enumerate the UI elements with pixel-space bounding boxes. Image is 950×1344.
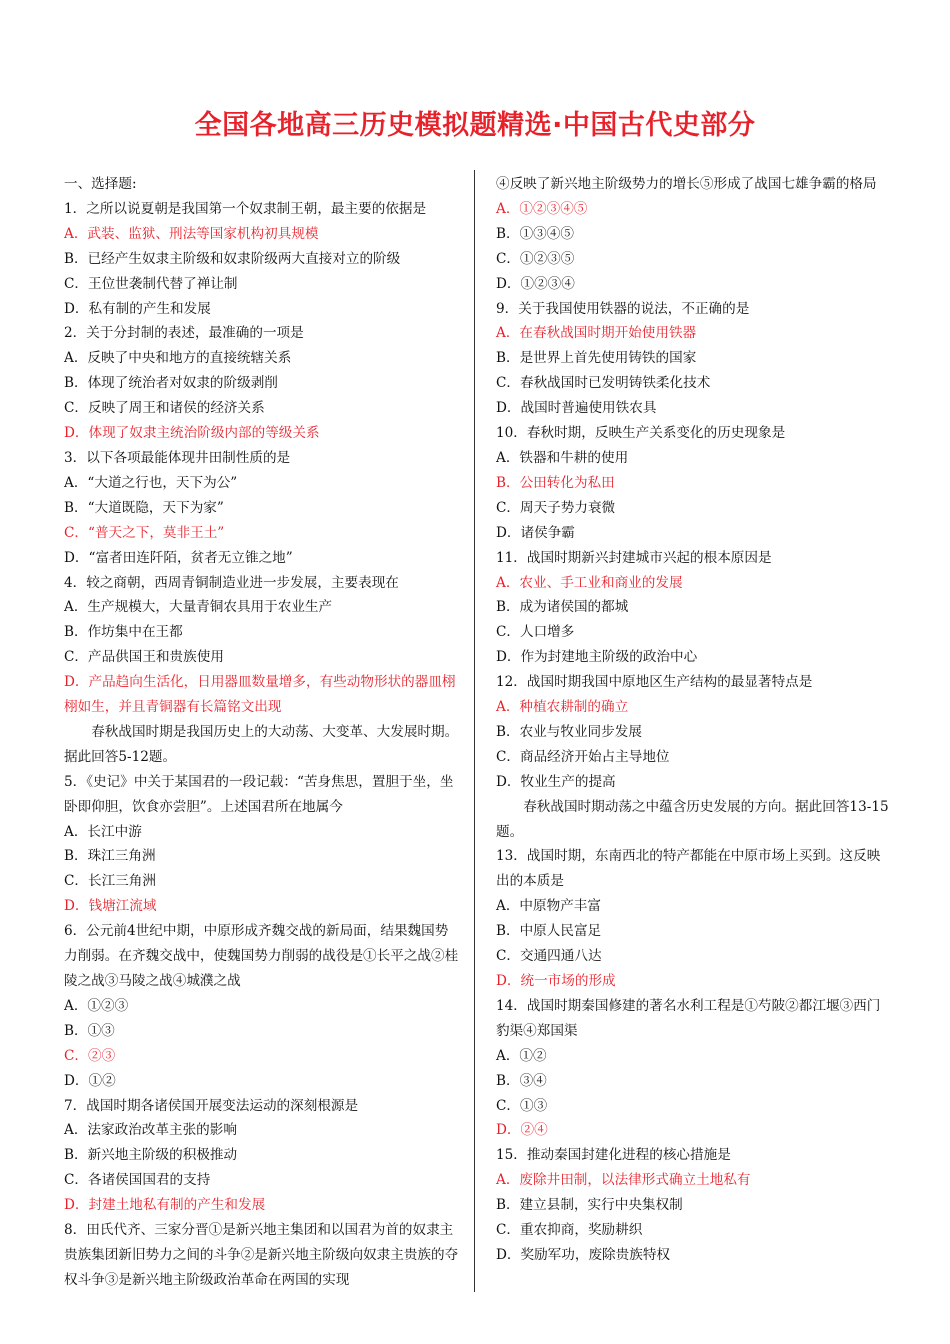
question-line: B．作坊集中在王都 bbox=[64, 624, 183, 641]
answer-line: A．农业、手工业和商业的发展 bbox=[496, 574, 683, 591]
answer-line: A．在春秋战国时期开始使用铁器 bbox=[496, 325, 697, 342]
question-line: 2．关于分封制的表述，最准确的一项是 bbox=[64, 325, 304, 342]
question-line: C．各诸侯国国君的支持 bbox=[64, 1172, 211, 1189]
answer-line: A．①②③④⑤ bbox=[496, 200, 588, 217]
question-line: A．铁器和牛耕的使用 bbox=[496, 449, 629, 466]
answer-line: D．钱塘江流域 bbox=[64, 898, 157, 915]
question-line: 春秋战国时期是我国历史上的大动荡、大变革、大发展时期。据此回答5-12题。 bbox=[64, 723, 459, 765]
question-line: 6．公元前4世纪中期，中原形成齐魏交战的新局面，结果魏国势力削弱。在齐魏交战中，使魏国势力削弱的战役是①长平之战②桂陵之战③马陵之战④城濮之战 bbox=[64, 923, 459, 989]
question-line: 1．之所以说夏朝是我国第一个奴隶制王朝，最主要的依据是 bbox=[64, 200, 427, 217]
question-line: C．商品经济开始占主导地位 bbox=[496, 748, 670, 765]
question-line: ④反映了新兴地主阶级势力的增长⑤形成了战国七雄争霸的格局 bbox=[496, 176, 877, 192]
question-line: A．①②③ bbox=[64, 997, 129, 1014]
question-line: 一、选择题: bbox=[64, 176, 137, 192]
answer-line: D．②④ bbox=[496, 1122, 548, 1139]
question-line: A．中原物产丰富 bbox=[496, 898, 601, 915]
question-line: D．①② bbox=[64, 1072, 116, 1089]
column-divider bbox=[474, 170, 475, 1292]
answer-line: D．产品趋向生活化，日用器皿数量增多，有些动物形状的器皿栩栩如生，并且青铜器有长篇铭文出现 bbox=[64, 674, 456, 716]
question-line: 7．战国时期各诸侯国开展变法运动的深刻根源是 bbox=[64, 1097, 359, 1114]
question-line: 3．以下各项最能体现井田制性质的是 bbox=[64, 449, 291, 466]
question-line: A．①② bbox=[496, 1047, 547, 1064]
question-line: C．重农抑商，奖励耕织 bbox=[496, 1222, 643, 1239]
answer-line: D．封建土地私有制的产生和发展 bbox=[64, 1197, 266, 1214]
question-line: 5．《史记》中关于某国君的一段记载：“苦身焦思，置胆于坐，坐卧即仰胆，饮食亦尝胆”。上述国君所在地属今 bbox=[64, 773, 454, 815]
question-line: 15．推动秦国封建化进程的核心措施是 bbox=[496, 1147, 731, 1164]
question-line: A．长江中游 bbox=[64, 823, 142, 840]
question-line: 9．关于我国使用铁器的说法，不正确的是 bbox=[496, 300, 750, 317]
question-line: D．诸侯争霸 bbox=[496, 524, 575, 541]
question-line: A．法家政治改革主张的影响 bbox=[64, 1122, 237, 1139]
right-column bbox=[496, 172, 891, 1268]
answer-line: D．统一市场的形成 bbox=[496, 973, 616, 989]
question-line: C．交通四通八达 bbox=[496, 948, 602, 965]
question-line: 13．战国时期，东南西北的特产都能在中原市场上买到。这反映出的本质是 bbox=[496, 848, 881, 890]
question-line: D．私有制的产生和发展 bbox=[64, 300, 211, 317]
answer-line: A．武装、监狱、刑法等国家机构初具规模 bbox=[64, 225, 319, 242]
question-line: B．是世界上首先使用铸铁的国家 bbox=[496, 350, 697, 367]
question-line: 8．田氏代齐、三家分晋①是新兴地主集团和以国君为首的奴隶主贵族集团新旧势力之间的斗争②是新兴地主阶级向奴隶主贵族的夺权斗争③是新兴地主阶级政治革命在两国的实现 bbox=[64, 1222, 459, 1288]
question-line: C．①②③⑤ bbox=[496, 250, 575, 267]
question-line: B．“大道既隐，天下为家” bbox=[64, 499, 224, 516]
question-line: B．已经产生奴隶主阶级和奴隶阶级两大直接对立的阶级 bbox=[64, 250, 401, 267]
answer-line: A．种植农耕制的确立 bbox=[496, 699, 629, 716]
question-line: D．奖励军功，废除贵族特权 bbox=[496, 1246, 671, 1263]
question-line: C．产品供国王和贵族使用 bbox=[64, 649, 224, 666]
question-line: C．王位世袭制代替了禅让制 bbox=[64, 275, 238, 292]
left-column bbox=[64, 172, 459, 1293]
question-line: C．周天子势力衰微 bbox=[496, 499, 616, 516]
answer-line: C．②③ bbox=[64, 1047, 116, 1064]
question-line: B．珠江三角洲 bbox=[64, 848, 156, 865]
question-line: A．“大道之行也，天下为公” bbox=[64, 474, 238, 491]
question-line: A．反映了中央和地方的直接统辖关系 bbox=[64, 350, 292, 367]
question-line: B．①③ bbox=[64, 1022, 115, 1039]
question-line: 春秋战国时期动荡之中蕴含历史发展的方向。据此回答13-15题。 bbox=[496, 798, 889, 840]
question-line: B．成为诸侯国的都城 bbox=[496, 599, 629, 616]
question-line: B．建立县制，实行中央集权制 bbox=[496, 1197, 683, 1214]
question-line: B．农业与牧业同步发展 bbox=[496, 723, 642, 740]
question-line: D．战国时普遍使用铁农具 bbox=[496, 400, 657, 417]
answer-line: A．废除井田制，以法律形式确立土地私有 bbox=[496, 1172, 751, 1189]
question-line: C．反映了周王和诸侯的经济关系 bbox=[64, 400, 265, 417]
question-line: C．春秋战国时已发明铸铁柔化技术 bbox=[496, 375, 711, 392]
question-line: 12．战国时期我国中原地区生产结构的最显著特点是 bbox=[496, 674, 813, 691]
question-line: C．人口增多 bbox=[496, 624, 575, 641]
question-line: D．①②③④ bbox=[496, 275, 575, 292]
question-line: D．作为封建地主阶级的政治中心 bbox=[496, 649, 698, 666]
question-line: 4．较之商朝，西周青铜制造业进一步发展，主要表现在 bbox=[64, 574, 399, 591]
answer-line: D．体现了奴隶主统治阶级内部的等级关系 bbox=[64, 425, 320, 442]
question-line: B．新兴地主阶级的积极推动 bbox=[64, 1147, 238, 1164]
question-line: 11．战国时期新兴封建城市兴起的根本原因是 bbox=[496, 549, 772, 566]
question-line: D．“富者田连阡陌，贫者无立锥之地” bbox=[64, 549, 293, 566]
question-line: 10．春秋时期，反映生产关系变化的历史现象是 bbox=[496, 425, 786, 442]
question-line: D．牧业生产的提高 bbox=[496, 773, 616, 790]
page-title: 全国各地高三历史模拟题精选·中国古代史部分 bbox=[194, 110, 756, 141]
answer-line: C．“普天之下，莫非王土” bbox=[64, 524, 225, 541]
question-line: C．①③ bbox=[496, 1097, 548, 1114]
question-line: C．长江三角洲 bbox=[64, 873, 156, 890]
question-line: 14．战国时期秦国修建的著名水利工程是①芍陂②都江堰③西门豹渠④郑国渠 bbox=[496, 997, 881, 1039]
question-line: B．中原人民富足 bbox=[496, 923, 602, 940]
question-line: B．①③④⑤ bbox=[496, 225, 574, 242]
question-line: B．③④ bbox=[496, 1072, 547, 1089]
question-line: A．生产规模大，大量青铜农具用于农业生产 bbox=[64, 599, 333, 616]
question-line: B．体现了统治者对奴隶的阶级剥削 bbox=[64, 375, 278, 392]
answer-line: B．公田转化为私田 bbox=[496, 474, 615, 491]
